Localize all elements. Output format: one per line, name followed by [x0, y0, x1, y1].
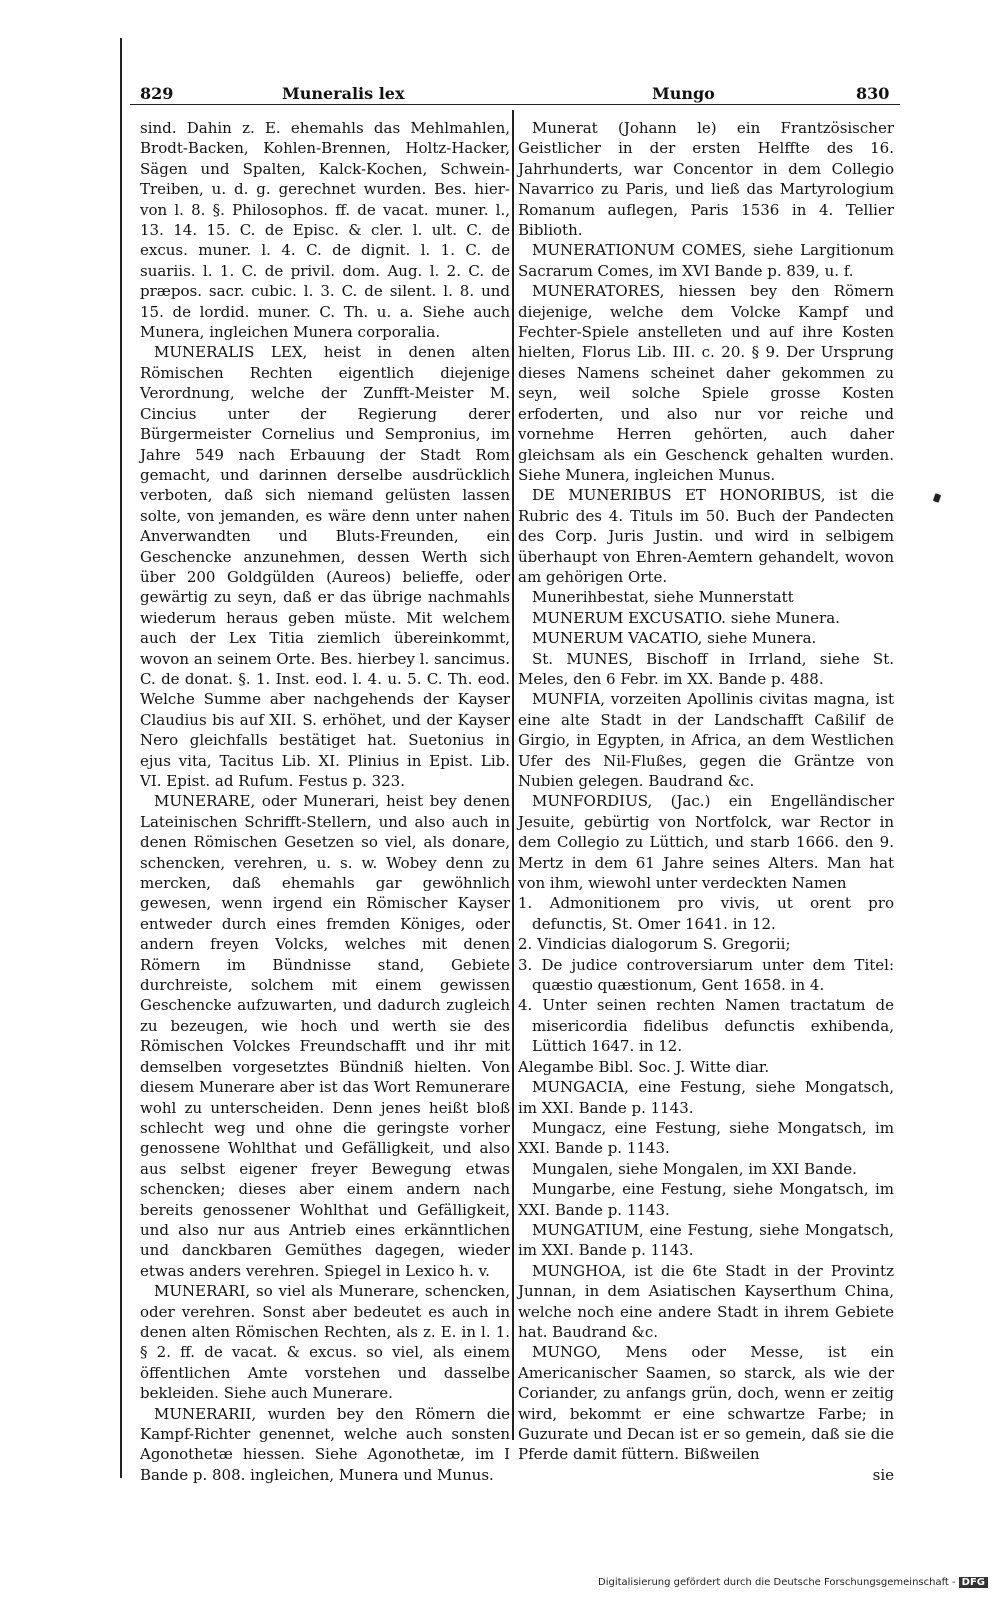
entry-munfia: MUNFIA, vorzeiten Apollinis civitas magna, ist eine alte Stadt in der Landschafft Caßilif de Girgio, in Egypten, in Africa, an dem Westlichen Ufer des Nil-Flußes, gegen die Gräntze von Nubien gelegen. Baudrand &c. — [518, 690, 894, 790]
entry-munerare: MUNERARE, oder Munerari, heist bey denen Lateinischen Schrifft-Stellern, und also auch in denen Römischen Gesetzen so viel, als donare, schencken, verehren, u. s. w. Wobey denn zu mercken, daß ehemahls gar gewöhnlich gewesen, wenn irgend ein Römischer Kayser entweder durch eines fremden Königes, oder andern freyen Volcks, welches mit denen Römern im Bündnisse stand, Gebiete durchreiste, solchem mit einem gewissen Geschencke aufzuwarten, und dadurch zugleich zu bezeugen, wie hoch und werth sie des Römischen Volckes Freundschafft und ihr mit demselben vorgesetztes Bündniß hielten. Von diesem Munerare aber ist das Wort Remunerare wohl zu unterscheiden. Denn jenes heißt bloß schlecht weg und ohne die geringste vorher genossene Wohlthat und Gefälligkeit, und also aus selbst eigener freyer Bewegung etwas schencken; dieses aber einem andern nach bereits genossener Wohlthat und Gefälligkeit, und also nur aus Antrieb eines erkänntlichen und danckbaren Gemüthes dagegen, wieder etwas anders verehren. Spiegel in Lexico h. v. — [140, 792, 510, 1280]
list-item: 1. Admonitionem pro vivis, ut orent pro defunctis, St. Omer 1641. in 12. — [518, 894, 894, 933]
entry-mungarbe: Mungarbe, eine Festung, siehe Mongatsch, im XXI. Bande p. 1143. — [518, 1180, 894, 1219]
entry-mungo: MUNGO, Mens oder Messe, ist ein Americanischer Saamen, so starck, als wie der Coriander, zu anfangs grün, doch, wenn er zeitig wird, bekommt er eine schwartze Farbe; in Guzurate und Decan ist er so gemein, daß sie die Pferde damit füttern. Bißweilen — [518, 1343, 894, 1464]
entry-munerat: Munerat (Johann le) ein Frantzösischer Geistlicher in der ersten Helffte des 16. Jahrhunderts, war Concentor in dem Collegio Navarrico zu Paris, und ließ das Martyrologium Romanum auflegen, Paris 1536 in 4. Tellier Biblioth. — [518, 119, 894, 240]
entry-munerum-excusatio: MUNERUM EXCUSATIO. siehe Munera. — [532, 608, 840, 627]
entry-continuation: sind. Dahin z. E. ehemahls das Mehlmahlen, Brodt-Backen, Kohlen-Brennen, Holtz-Hacker, Sägen und Spalten, Kalck-Kochen, Schwein-Treiben, u. d. g. gerechnet wurden. Bes. hier-von l. 8. §. Philosophos. ff. de vacat. muner. l., 13. 14. 15. C. de Episc. & cler. l. ult. C. de excus. muner. l. 4. C. de dignit. l. 1. C. de suariis. l. 1. C. de privil. dom. Aug. l. 2. C. de præpos. sacr. cubic. l. 3. C. de silent. l. 8. und 15. de lordid. muner. C. Th. u. a. Siehe auch Munera, ingleichen Munera corporalia. — [140, 119, 510, 342]
entry-munfordius: MUNFORDIUS, (Jac.) ein Engelländischer Jesuite, gebürtig von Nortfolck, war Rector in dem Collegio zu Lüttich, und starb 1666. den 9. Mertz in dem 61 Jahre seines Alters. Man hat von ihm, wiewohl unter verdeckten Namen — [518, 792, 894, 893]
left-page-number: 829 — [140, 84, 174, 103]
entry-munerihbestat: Munerihbestat, siehe Munnerstatt — [532, 588, 794, 607]
right-running-title: Mungo — [652, 84, 715, 103]
left-margin-rule — [120, 38, 122, 1478]
entry-mungacia: MUNGACIA, eine Festung, siehe Mongatsch, im XXI. Bande p. 1143. — [518, 1078, 894, 1117]
entry-st-munes: St. MUNES, Bischoff in Irrland, siehe St. Meles, den 6 Febr. im XX. Bande p. 488. — [518, 649, 894, 688]
entry-de-muneribus: DE MUNERIBUS ET HONORIBUS, ist die Rubric des 4. Tituls im 50. Buch der Pandecten des Corp. Juris Justin. und wird in selbigem überhaupt von Ehren-Aemtern gehandelt, wovon am gehörigen Orte. — [518, 486, 894, 586]
right-page-number: 830 — [856, 84, 890, 103]
right-column — [518, 118, 894, 1485]
entry-munerum-vacatio: MUNERUM VACATIO, siehe Munera. — [532, 629, 817, 648]
list-item: 4. Unter seinen rechten Namen tractatum de misericordia fidelibus defunctis exhibenda, Lüttich 1647. in 12. — [518, 996, 894, 1056]
entry-munghoa: MUNGHOA, ist die 6te Stadt in der Provintz Junnan, in dem Asiatischen Kayserthum China, welche noch eine andere Stadt in ihrem Gebiete hat. Baudrand &c. — [518, 1261, 894, 1341]
footer-text: Digitalisierung gefördert durch die Deutsche Forschungsgemeinschaft - — [598, 1577, 956, 1588]
entry-mungacz: Mungacz, eine Festung, siehe Mongatsch, im XXI. Bande p. 1143. — [518, 1118, 894, 1158]
entry-munerari: MUNERARI, so viel als Munerare, schencken, oder verehren. Sonst aber bedeutet es auch in denen alten Römischen Rechten, als z. E. in l. 1. § 2. ff. de vacat. & excus. so viel, als einem öffentlichen Amte vorstehen und dasselbe bekleiden. Siehe auch Munerare. — [140, 1282, 510, 1403]
column-divider — [512, 110, 514, 1440]
left-running-title: Muneralis lex — [282, 84, 405, 103]
footer-credit — [598, 1577, 988, 1588]
list-item: 3. De judice controversiarum unter dem Titel: quæstio quæstionum, Gent 1658. in 4. — [518, 955, 894, 995]
entry-munerationum-comes: MUNERATIONUM COMES, siehe Largitionum Sacrarum Comes, im XVI Bande p. 839, u. f. — [518, 241, 894, 280]
left-column — [140, 118, 510, 1485]
entry-mungalen: Mungalen, siehe Mongalen, im XXI Bande. — [532, 1159, 857, 1178]
dfg-logo: DFG — [959, 1577, 988, 1588]
list-item: 2. Vindicias dialogorum S. Gregorii; — [518, 935, 791, 954]
top-rule — [130, 104, 900, 105]
entry-munerarii: MUNERARII, wurden bey den Römern die Kampf-Richter genennet, welche auch sonsten Agonothetæ hiessen. Siehe Agonothetæ, im I Bande p. 808. ingleichen, Munera und Munus. — [140, 1404, 510, 1484]
margin-mark-icon — [933, 493, 941, 503]
catchword: sie — [872, 1465, 894, 1484]
entry-mungatium: MUNGATIUM, eine Festung, siehe Mongatsch, im XXI. Bande p. 1143. — [518, 1220, 894, 1260]
entry-alegambe: Alegambe Bibl. Soc. J. Witte diar. — [518, 1057, 770, 1076]
entry-muneralis-lex: MUNERALIS LEX, heist in denen alten Römischen Rechten eigentlich diejenige Verordnung, welche der Zunfft-Meister M. Cincius unter der Regierung derer Bürgermeister Cornelius und Sempronius, im Jahre 549 nach Erbauung der Stadt Rom gemacht, und darinnen derselbe ausdrücklich verboten, daß sich niemand gelüsten lassen solte, von jemanden, es wäre denn unter nahen Anverwandten und Bluts-Freunden, ein Geschencke anzunehmen, dessen Werth sich über 200 Goldgülden (Aureos) belieffe, oder gewärtig zu seyn, daß er das übrige nachmahls wiederum heraus geben müste. Mit welchem auch der Lex Titia ziemlich übereinkommt, wovon an seinem Orte. Bes. hierbey l. sancimus. C. de donat. §. 1. Inst. eod. l. 4. u. 5. C. Th. eod. Welche Summe aber nachgehends der Kayser Claudius bis auf XII. S. erhöhet, und der Kayser Nero gleichfalls bestätiget hat. Suetonius in ejus vita, Tacitus Lib. XI. Plinius in Epist. Lib. VI. Epist. ad Rufum. Festus p. 323. — [140, 343, 510, 790]
entry-muneratores: MUNERATORES, hiessen bey den Römern diejenige, welche dem Volcke Kampf und Fechter-Spiele anstelleten und auf ihre Kosten hielten, Florus Lib. III. c. 20. § 9. Der Ursprung dieses Namens scheinet daher gekommen zu seyn, weil solche Spiele grosse Kosten erfoderten, und also nur vor reiche und vornehme Herren gehörten, auch daher gleichsam als ein Geschenck gehalten wurden. Siehe Munera, ingleichen Munus. — [518, 282, 894, 484]
